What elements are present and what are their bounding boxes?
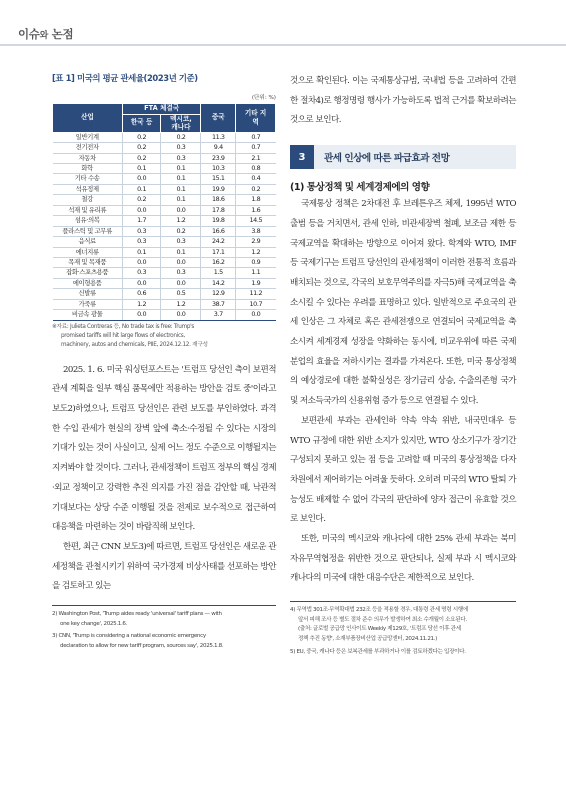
value-cell: 3.7	[201, 310, 236, 320]
footnote-line: 앞서 피해 조사 등 별도 절차 준수 의무가 발생하여 최소 수개월이 소요된다.	[298, 616, 467, 623]
value-cell: 0.1	[161, 247, 201, 257]
value-cell: 0.3	[122, 268, 161, 278]
value-cell: 0.3	[122, 226, 161, 236]
value-cell: 0.3	[161, 153, 201, 163]
value-cell: 0.1	[122, 184, 161, 194]
value-cell: 0.7	[236, 132, 276, 142]
header-industry: 산업	[53, 104, 123, 133]
value-cell: 1.2	[236, 247, 276, 257]
value-cell: 1.2	[122, 299, 161, 309]
left-footnote-3	[52, 632, 276, 651]
value-cell: 0.0	[122, 310, 161, 320]
table-source	[52, 323, 276, 351]
footnote-line: 정책 추진 동향', 소재부품장비산업 공급망센터, 2024.11.21.)	[298, 635, 437, 642]
value-cell: 10.7	[236, 299, 276, 309]
value-cell: 1.6	[236, 205, 276, 215]
industry-cell: 목재 및 목재품	[53, 258, 123, 268]
source-line-2: promised tariffs will hit large flows of electronics,	[61, 333, 185, 340]
value-cell: 2.1	[236, 153, 276, 163]
table-row	[53, 216, 276, 226]
industry-cell: 신발류	[53, 289, 123, 299]
footnote-divider-right	[290, 601, 516, 602]
left-paragraph-1: 2025. 1. 6. 미국 워싱턴포스트는 '트럼프 당선인 측이 보편적 관세 계획을 일부 핵심 품목에만 적용하는 방안을 검토 중'이라고 보도2)하였으나, 트럼프 당선인은 관련 보도를 부인하였다. 과격한 수입 관세가 현실의 장벽 앞에 축소·수정될 수 있다는 시장의 기대가 있는 것이 사실이고, 실제 어느 정도 수준으로 이행될지는 지켜봐야 할 것이다. 그러나, 관세정책이 트럼프 정부의 핵심 경제·외교 정책이고 강력한 추진 의지를 가진 점을 감안할 때, 낙관적 기대보다는 상당 수준 이행될 것을 전제로 보수적으로 접근하여 대응책을 마련하는 것이 바람직해 보인다.	[52, 364, 276, 533]
table-row	[53, 268, 276, 278]
right-intro-paragraph: 것으로 확인된다. 이는 국제통상규범, 국내법 등을 고려하여 간편한 절차4)로 행정명령 행사가 가능하도록 법적 근거를 확보하려는 것으로 보인다.	[290, 76, 516, 126]
footnote-line: one key change', 2025.1.6.	[60, 620, 128, 627]
value-cell: 0.7	[236, 143, 276, 153]
table-row	[53, 195, 276, 205]
value-cell: 16.6	[201, 226, 236, 236]
header-divider	[0, 44, 566, 46]
value-cell: 0.0	[161, 278, 201, 288]
left-column	[52, 72, 276, 651]
value-cell: 0.2	[161, 132, 201, 142]
value-cell: 0.2	[122, 143, 161, 153]
value-cell: 1.2	[161, 299, 201, 309]
table-row	[53, 289, 276, 299]
section-header-title	[18, 26, 73, 42]
footnote-divider-left	[52, 605, 276, 606]
industry-cell: 철강	[53, 195, 123, 205]
header-title-mid: 와	[39, 31, 49, 41]
value-cell: 0.0	[122, 174, 161, 184]
header-other-label: 기타 지역	[244, 109, 267, 126]
industry-cell: 에이형용품	[53, 278, 123, 288]
value-cell: 19.9	[201, 184, 236, 194]
table-row	[53, 247, 276, 257]
value-cell: 1.5	[201, 268, 236, 278]
footnote-line: 2) Washington Post, 'Trump aides ready 'universal' tariff plans — with	[52, 611, 222, 618]
right-footnote-4	[290, 606, 516, 644]
table-row	[53, 174, 276, 184]
table-row	[53, 278, 276, 288]
table-row	[53, 184, 276, 194]
header-korea: 한국 등	[122, 114, 161, 132]
value-cell: 19.8	[201, 216, 236, 226]
value-cell: 0.2	[161, 226, 201, 236]
table-row	[53, 299, 276, 309]
value-cell: 0.0	[161, 310, 201, 320]
value-cell: 16.2	[201, 258, 236, 268]
value-cell: 10.3	[201, 163, 236, 173]
value-cell: 0.1	[161, 163, 201, 173]
left-paragraph-2: 한편, 최근 CNN 보도3)에 따르면, 트럼프 당선인은 새로운 관세정책을 관철시키기 위하여 국가경제 비상사태를 선포하는 방안을 검토하고 있는	[52, 541, 276, 592]
value-cell: 1.7	[122, 216, 161, 226]
table-row	[53, 310, 276, 320]
footnote-line: 4) 무역법 301조·무역확대법 232조 등을 적용할 경우, 대통령 관세 명령 시행에	[290, 607, 468, 614]
right-paragraph-2: 보편관세 부과는 관세인하 약속 약속 위반, 내국민대우 등 WTO 규정에 대한 위반 소지가 있지만, WTO 상소기구가 장기간 구성되지 못하고 있는 점 등을 고려할 때 미국의 통상정책을 다자 차원에서 제어하기는 어려울 듯하다. 오히려 미국의 WTO 탈퇴 가능성도 배제할 수 없어 각국의 판단하에 양자 접근이 유효할 것으로 보인다.	[290, 415, 516, 525]
value-cell: 38.7	[201, 299, 236, 309]
value-cell: 0.3	[161, 268, 201, 278]
footnote-line: declaration to allow for new tariff program, sources say', 2025.1.8.	[60, 642, 224, 649]
right-footnote-5	[290, 648, 516, 658]
header-title-end: 논점	[48, 27, 74, 41]
value-cell: 15.1	[201, 174, 236, 184]
left-footnote-2	[52, 610, 276, 629]
header-mexcan-label: 멕시코, 캐나다	[170, 114, 192, 132]
value-cell: 0.3	[161, 143, 201, 153]
header-mexcan	[161, 114, 201, 132]
value-cell: 1.9	[236, 278, 276, 288]
right-column	[290, 72, 516, 657]
value-cell: 0.2	[122, 132, 161, 142]
tariff-table	[52, 103, 276, 321]
value-cell: 0.4	[236, 174, 276, 184]
value-cell: 12.9	[201, 289, 236, 299]
industry-cell: 에너지류	[53, 247, 123, 257]
value-cell: 18.6	[201, 195, 236, 205]
section-title: 관세 인상에 따른 파급효과 전망	[314, 145, 516, 169]
header-fta: FTA 체결국	[122, 104, 201, 115]
section-heading	[290, 145, 516, 169]
value-cell: 0.0	[161, 258, 201, 268]
value-cell: 3.8	[236, 226, 276, 236]
value-cell: 17.8	[201, 205, 236, 215]
value-cell: 0.1	[122, 163, 161, 173]
value-cell: 0.3	[161, 237, 201, 247]
footnote-line: 3) CNN, 'Trump is considering a national economic emergency	[52, 633, 206, 640]
table-row	[53, 226, 276, 236]
value-cell: 14.5	[236, 216, 276, 226]
value-cell: 0.1	[161, 174, 201, 184]
value-cell: 9.4	[201, 143, 236, 153]
value-cell: 0.0	[122, 278, 161, 288]
industry-cell: 플라스틱 및 고무류	[53, 226, 123, 236]
value-cell: 1.2	[161, 216, 201, 226]
page-header	[0, 0, 566, 46]
table-row	[53, 205, 276, 215]
value-cell: 0.2	[236, 184, 276, 194]
table-row	[53, 143, 276, 153]
industry-cell: 화학	[53, 163, 123, 173]
value-cell: 23.9	[201, 153, 236, 163]
value-cell: 11.3	[201, 132, 236, 142]
value-cell: 11.2	[236, 289, 276, 299]
industry-cell: 섬유·의복	[53, 216, 123, 226]
industry-cell: 일반기계	[53, 132, 123, 142]
value-cell: 1.1	[236, 268, 276, 278]
header-china: 중국	[201, 104, 236, 133]
industry-cell: 음식료	[53, 237, 123, 247]
footnote-line: 5) EU, 중국, 캐나다 등은 보복관세를 부과하거나 이를 검토하겠다는 입장이다.	[290, 648, 466, 655]
industry-cell: 자동차	[53, 153, 123, 163]
value-cell: 0.2	[122, 153, 161, 163]
value-cell: 17.1	[201, 247, 236, 257]
source-line-3: machinery, autos and chemicals, PIIE, 2024.12.12. 재구성	[61, 342, 208, 349]
value-cell: 0.3	[122, 237, 161, 247]
header-title-main: 이슈	[18, 27, 40, 41]
footnote-line: (출처: 글로벌 공급망 인사이트 Weekly 제129호, '트럼프 당선 이후 관세	[298, 626, 461, 633]
source-line-1: ※자료: Julieta Contreras 등, No trade tax is free: Trump's	[52, 323, 195, 330]
value-cell: 2.9	[236, 237, 276, 247]
value-cell: 0.2	[122, 195, 161, 205]
value-cell: 0.0	[236, 310, 276, 320]
value-cell: 0.1	[161, 195, 201, 205]
table-row	[53, 258, 276, 268]
section-number: 3	[290, 145, 314, 169]
value-cell: 14.2	[201, 278, 236, 288]
industry-cell: 석유정제	[53, 184, 123, 194]
industry-cell: 비금속 광물	[53, 310, 123, 320]
value-cell: 0.6	[122, 289, 161, 299]
value-cell: 0.9	[236, 258, 276, 268]
value-cell: 1.8	[236, 195, 276, 205]
value-cell: 0.1	[161, 184, 201, 194]
industry-cell: 기타 수송	[53, 174, 123, 184]
value-cell: 0.0	[161, 205, 201, 215]
header-other	[236, 104, 276, 133]
table-row	[53, 132, 276, 142]
value-cell: 0.0	[122, 258, 161, 268]
subheading: (1) 통상정책 및 세계경제에의 영향	[290, 182, 430, 194]
industry-cell: 잡화·스포츠용품	[53, 268, 123, 278]
table-row	[53, 153, 276, 163]
right-paragraph-3: 또한, 미국의 멕시코와 캐나다에 대한 25% 관세 부과는 북미자유무역협정을 위반한 것으로 판단되나, 실제 부과 시 멕시코와 캐나다의 미국에 대한 대응수단은 제한적으로 보인다.	[290, 534, 516, 584]
table-title: [표 1] 미국의 평균 관세율(2023년 기준)	[52, 73, 198, 83]
value-cell: 0.1	[122, 247, 161, 257]
value-cell: 0.8	[236, 163, 276, 173]
value-cell: 0.0	[122, 205, 161, 215]
table-row	[53, 237, 276, 247]
right-paragraph-1: 국제통상 정책은 2차대전 후 브레튼우즈 체제, 1995년 WTO 출범 등을 거치면서, 관세 인하, 비관세장벽 철폐, 보조금 제한 등 국제교역을 확대하는 방향으로 이어져 왔다. 학계와 WTO, IMF 등 국제기구는 트럼프 당선인의 관세정책이 이러한 전통적 흐름과 배치되는 것으로, 각국의 보호무역주의를 자극5)해 국제교역을 축소시킬 수 있다는 우려를 표명하고 있다. 일반적으로 주요국의 관세 인상은 그 자체로 혹은 관세전쟁으로 연결되어 국제교역을 축소시켜 세계경제 성장을 약화하는 동시에, 비교우위에 따른 국제분업의 효율을 저하시키는 결과를 가져온다. 또한, 미국 통상정책의 예상경로에 대한 불확실성은 장기금리 상승, 수출의존형 국가 및 저소득국가의 신용위험 증가 등으로 연결될 수 있다.	[290, 199, 516, 407]
value-cell: 24.2	[201, 237, 236, 247]
table-unit: (단위: %)	[251, 95, 276, 101]
industry-cell: 석재 및 유리류	[53, 205, 123, 215]
table-row	[53, 163, 276, 173]
industry-cell: 전기전자	[53, 143, 123, 153]
industry-cell: 가죽류	[53, 299, 123, 309]
value-cell: 0.5	[161, 289, 201, 299]
